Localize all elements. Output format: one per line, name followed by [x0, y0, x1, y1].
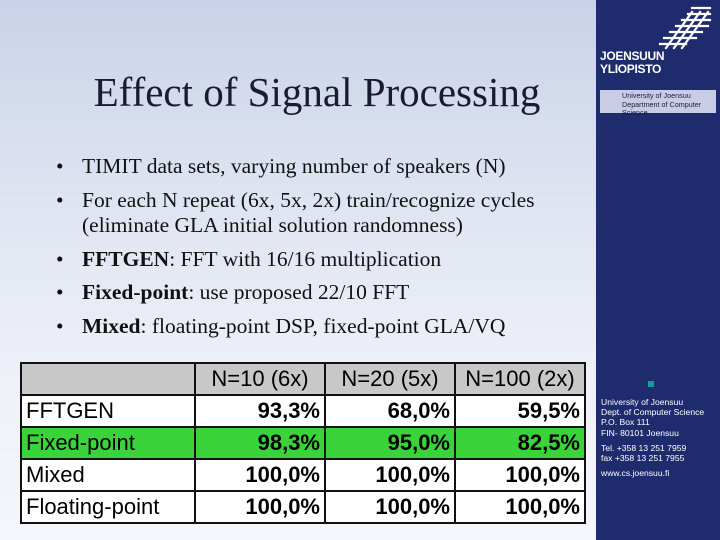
slide-title: Effect of Signal Processing — [93, 69, 541, 115]
table-cell: 100,0% — [195, 491, 325, 523]
table-row — [21, 395, 585, 427]
bullet-list — [52, 154, 592, 347]
table-cell: 100,0% — [325, 491, 455, 523]
contact-info: University of Joensuu Dept. of Computer Science P.O. Box 111 FIN- 80101 Joensuu Tel. +358 13 251 7959 fax +358 13 251 7955 www.cs.joensuu.fi — [601, 397, 720, 478]
university-logo-icon — [652, 4, 714, 50]
table-cell: 100,0% — [195, 459, 325, 491]
table-header-row — [21, 363, 585, 395]
row-label: Floating-point — [21, 491, 195, 523]
table-cell: 93,3% — [195, 395, 325, 427]
row-label: Fixed-point — [21, 427, 195, 459]
website-link[interactable]: www.cs.joensuu.fi — [601, 468, 670, 479]
results-table — [20, 362, 586, 524]
table-cell: 100,0% — [455, 491, 585, 523]
table-cell: 95,0% — [325, 427, 455, 459]
table-row — [21, 459, 585, 491]
table-cell: 68,0% — [325, 395, 455, 427]
table-corner-cell — [21, 363, 195, 395]
bullet-item: • Mixed: floating-point DSP, fixed-point GLA/VQ — [56, 313, 506, 338]
department-banner: University of Joensuu Department of Computer Science — [600, 90, 716, 113]
bullet-item: • TIMIT data sets, varying number of speakers (N) — [56, 154, 506, 178]
table-row — [21, 491, 585, 523]
row-label: Mixed — [21, 459, 195, 491]
column-header: N=100 (2x) — [455, 363, 585, 395]
table-cell: 98,3% — [195, 427, 325, 459]
column-header: N=20 (5x) — [325, 363, 455, 395]
column-header: N=10 (6x) — [195, 363, 325, 395]
table-row-highlighted — [21, 427, 585, 459]
bullet-item: • For each N repeat (6x, 5x, 2x) train/recognize cycles (eliminate GLA initial solution randomness) — [56, 187, 535, 237]
bullet-item: • FFTGEN: FFT with 16/16 multiplication — [56, 246, 442, 271]
university-logo — [596, 0, 720, 120]
row-label: FFTGEN — [21, 395, 195, 427]
bullet-item: • Fixed-point: use proposed 22/10 FFT — [56, 280, 410, 304]
table-cell: 59,5% — [455, 395, 585, 427]
table-cell: 100,0% — [455, 459, 585, 491]
university-name: JOENSUUN YLIOPISTO — [600, 49, 665, 76]
table-cell: 100,0% — [325, 459, 455, 491]
table-cell: 82,5% — [455, 427, 585, 459]
university-sidebar — [596, 0, 720, 540]
sidebar-bullet-icon — [648, 381, 654, 387]
